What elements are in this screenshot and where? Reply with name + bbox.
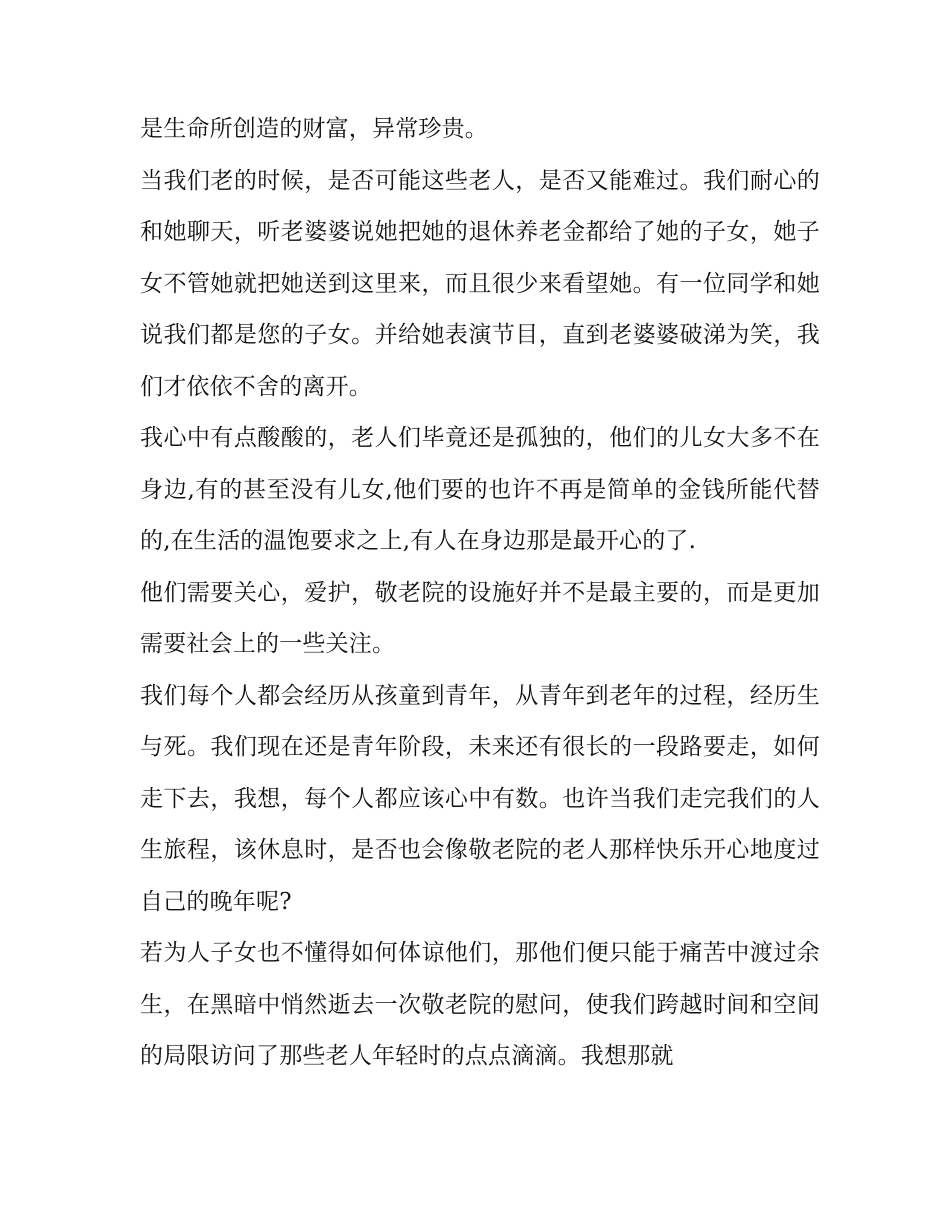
paragraph-2: 当我们老的时候，是否可能这些老人，是否又能难过。我们耐心的和她聊天，听老婆婆说她把她的退休养老金都给了她的子女，她子女不管她就把她送到这里来，而且很少来看望她。有一位同学和她说我们都是您的子女。并给她表演节目，直到老婆婆破涕为笑，我们才依依不舍的离开。	[140, 167, 820, 400]
document-body	[140, 104, 820, 1083]
paragraph-6: 若为人子女也不懂得如何体谅他们，那他们便只能于痛苦中渡过余生，在黑暗中悄然逝去一次敬老院的慰问，使我们跨越时间和空间的局限访问了那些老人年轻时的点点滴滴。我想那就	[140, 940, 820, 1069]
paragraph-3: 我心中有点酸酸的，老人们毕竟还是孤独的，他们的儿女大多不在身边,有的甚至没有儿女,他们要的也许不再是简单的金钱所能代替的,在生活的温饱要求之上,有人在身边那是最开心的了.	[140, 425, 820, 554]
paragraph-4: 他们需要关心，爱护，敬老院的设施好并不是最主要的，而是更加需要社会上的一些关注。	[140, 579, 820, 657]
paragraph-1: 是生命所创造的财富，异常珍贵。	[140, 116, 488, 142]
paragraph-5: 我们每个人都会经历从孩童到青年，从青年到老年的过程，经历生与死。我们现在还是青年阶段，未来还有很长的一段路要走，如何走下去，我想，每个人都应该心中有数。也许当我们走完我们的人生旅程，该休息时，是否也会像敬老院的老人那样快乐开心地度过自己的晚年呢?	[140, 682, 820, 915]
